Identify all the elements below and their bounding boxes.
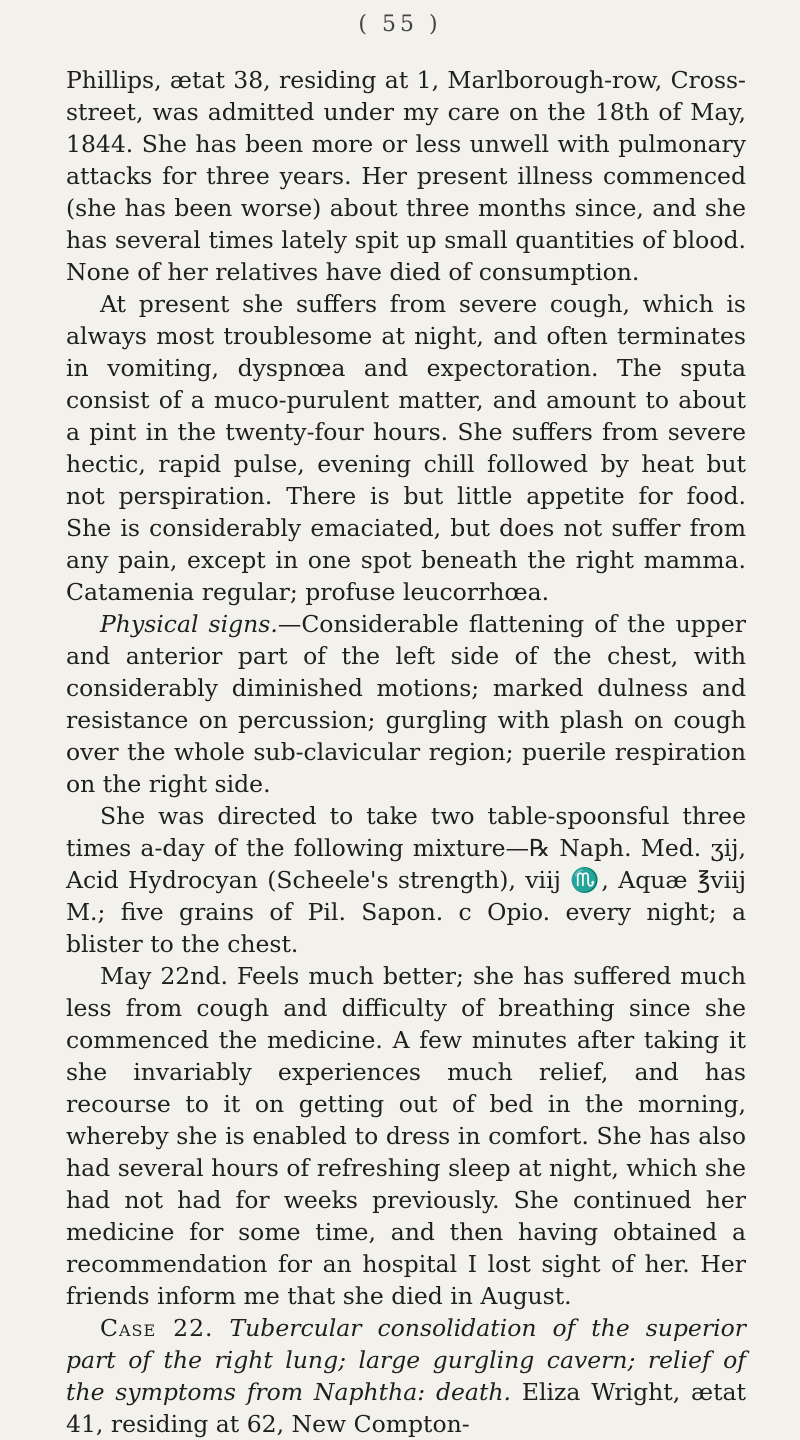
body-text (66, 64, 746, 1440)
case-number: Case 22. (100, 1314, 214, 1342)
physical-signs-label: Physical signs. (100, 610, 278, 638)
paragraph-2: At present she suffers from severe cough, which is always most troublesome at night, and often terminates in vomiting, dyspnœa and expectoration. The sputa consist of a muco-purulent matter, and amount to about a pint in the twenty-four hours. She suffers from severe hectic, rapid pulse, evening chill followed by heat but not perspiration. There is but little appetite for food. She is considerably emaciated, but does not suffer from any pain, except in one spot beneath the right mamma. Catamenia regular; profuse leucorrhœa. (66, 290, 746, 606)
case-title: Tubercular consolidation of the superior part of the right lung; large gurgling cavern; relief of the symptoms from Naphtha: death. (66, 1314, 746, 1406)
case-text: Eliza Wright, ætat 41, residing at 62, New Compton- (66, 1378, 746, 1438)
physical-signs-text: —Considerable flattening of the upper and anterior part of the left side of the chest, with considerably diminished motions; marked dulness and resistance on percussion; gurgling with plash on cough over the whole sub-clavicular region; puerile respiration on the right side. (66, 610, 746, 798)
paragraph-3 (66, 608, 746, 800)
paragraph-1: Phillips, ætat 38, residing at 1, Marlborough-row, Cross-street, was admitted under my care on the 18th of May, 1844. She has been more or less unwell with pulmonary attacks for three years. Her present illness commenced (she has been worse) about three months since, and she has several times lately spit up small quantities of blood. None of her relatives have died of consumption. (66, 66, 746, 286)
paragraph-6 (66, 1312, 746, 1440)
page-number: ( 55 ) (358, 12, 442, 37)
paragraph-4: She was directed to take two table-spoonsful three times a-day of the following mixture—℞ Naph. Med. ʒij, Acid Hydrocyan (Scheele's strength), viij ♏, Aquæ ℥viij M.; five grains of Pil. Sapon. c Opio. every night; a blister to the chest. (66, 802, 746, 958)
paragraph-5: May 22nd. Feels much better; she has suffered much less from cough and difficulty of breathing since she commenced the medicine. A few minutes after taking it she invariably experiences much relief, and has recourse to it on getting out of bed in the morning, whereby she is enabled to dress in comfort. She has also had several hours of refreshing sleep at night, which she had not had for weeks previously. She continued her medicine for some time, and then having obtained a recommendation for an hospital I lost sight of her. Her friends inform me that she died in August. (66, 962, 746, 1310)
